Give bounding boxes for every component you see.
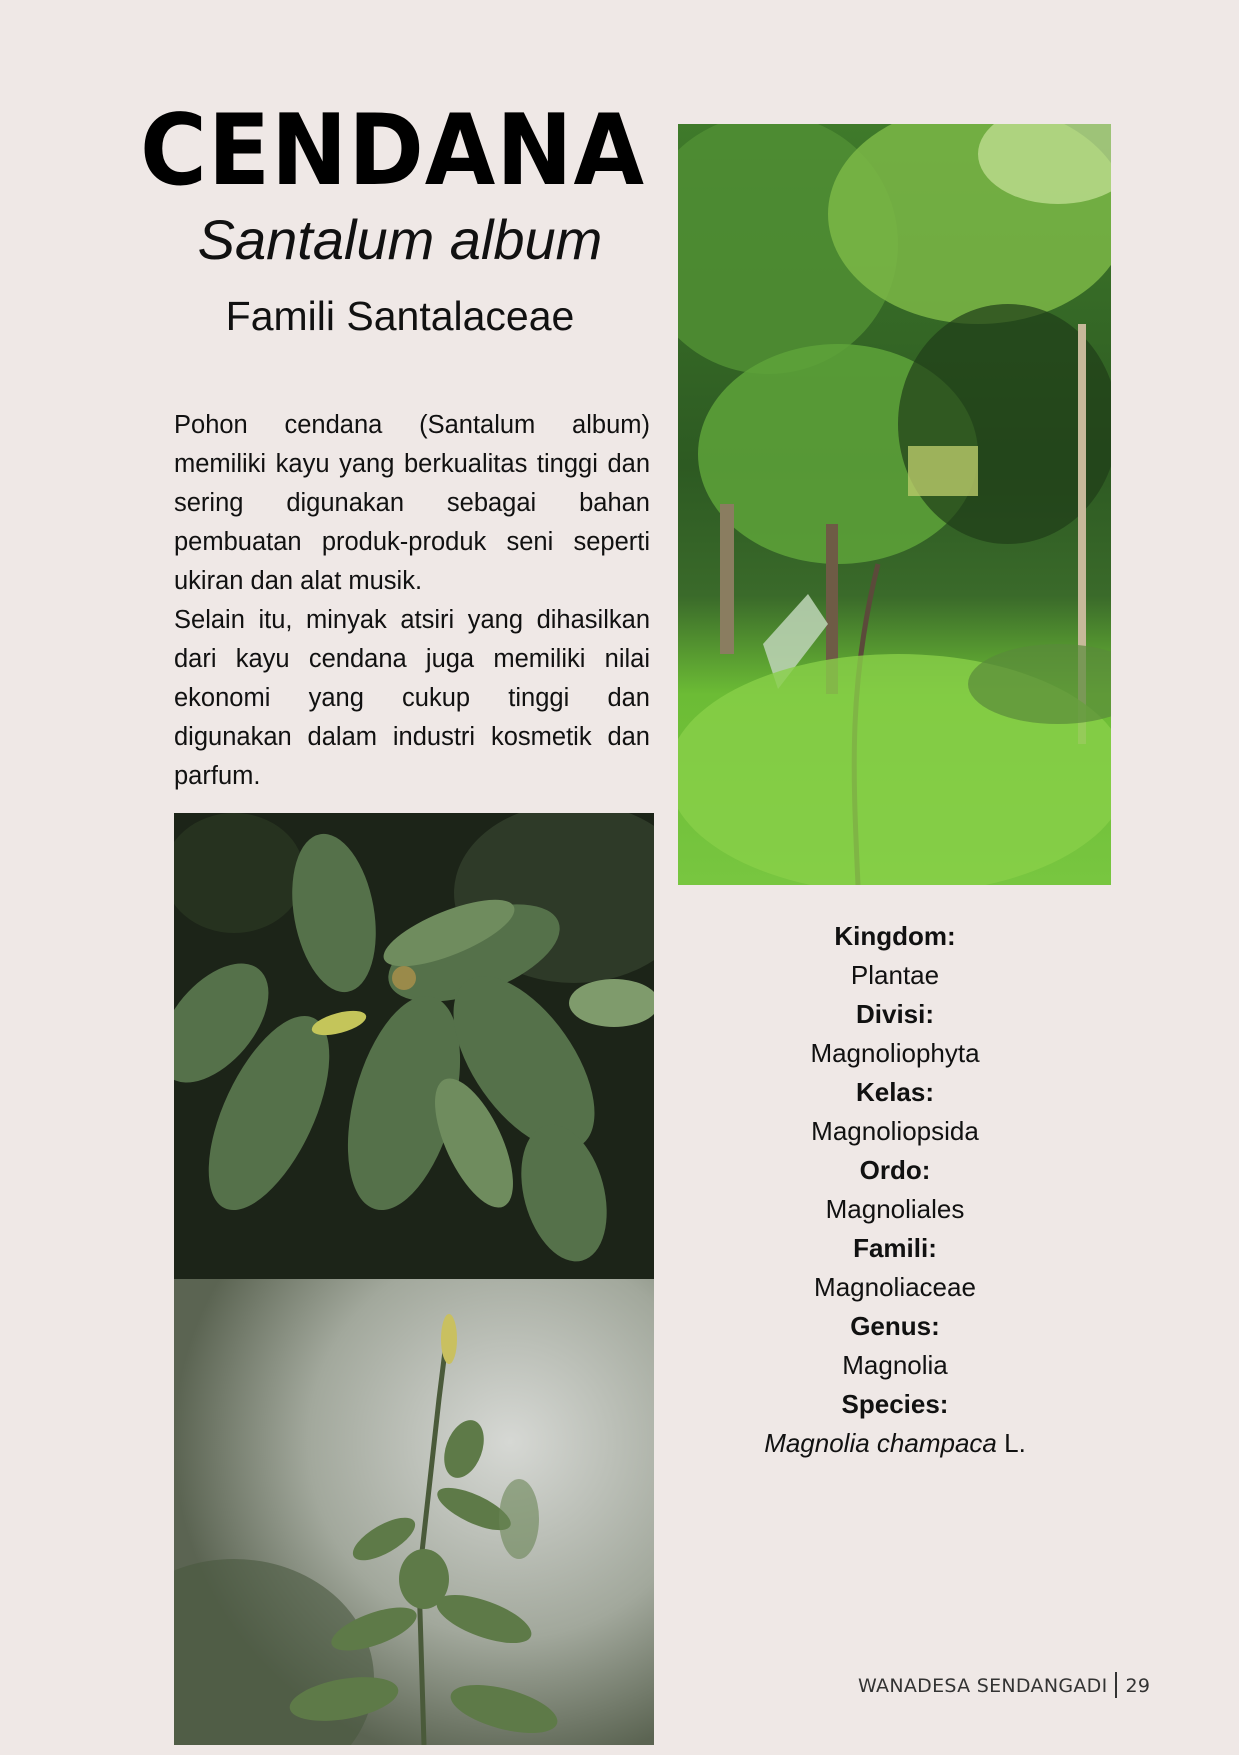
description (174, 406, 650, 796)
taxonomy-list (700, 917, 1090, 1463)
genus-value: Magnolia (842, 1350, 948, 1380)
famili-label: Famili: (853, 1233, 937, 1263)
ordo-label: Ordo: (859, 1155, 931, 1185)
family-name: Famili Santalaceae (225, 293, 575, 339)
famili-value: Magnoliaceae (814, 1272, 976, 1302)
scientific-name: Santalum album (197, 208, 603, 271)
species-value (700, 1424, 1090, 1463)
species-name: Magnolia champaca (764, 1428, 997, 1458)
page-number: 29 (1125, 1675, 1151, 1697)
page-title: CENDANA (140, 94, 645, 208)
divisi-value: Magnoliophyta (810, 1038, 980, 1068)
species-author: L. (996, 1428, 1026, 1458)
publication-name: WANADESA SENDANGADI (858, 1675, 1108, 1697)
page-footer (858, 1672, 1150, 1698)
ordo-value: Magnoliales (825, 1194, 965, 1224)
kelas-value: Magnoliopsida (811, 1116, 979, 1146)
kingdom-value: Plantae (850, 960, 940, 990)
tree-photo (678, 124, 1111, 885)
young-shoot-photo (174, 1279, 654, 1745)
description-paragraph-1: Pohon cendana (Santalum album) memiliki kayu yang berkualitas tinggi dan sering digunakan sebagai bahan pembuatan produk-produk seni seperti ukiran dan alat musik. (174, 411, 650, 595)
description-paragraph-2: Selain itu, minyak atsiri yang dihasilkan dari kayu cendana juga memiliki nilai ekonomi yang cukup tinggi dan digunakan dalam industri kosmetik dan parfum. (174, 606, 650, 790)
divisi-label: Divisi: (855, 999, 935, 1029)
species-label: Species: (841, 1389, 949, 1419)
leaves-photo (174, 813, 654, 1279)
footer-divider (1115, 1672, 1117, 1698)
genus-label: Genus: (850, 1311, 940, 1341)
kingdom-label: Kingdom: (834, 921, 956, 951)
kelas-label: Kelas: (855, 1077, 935, 1107)
